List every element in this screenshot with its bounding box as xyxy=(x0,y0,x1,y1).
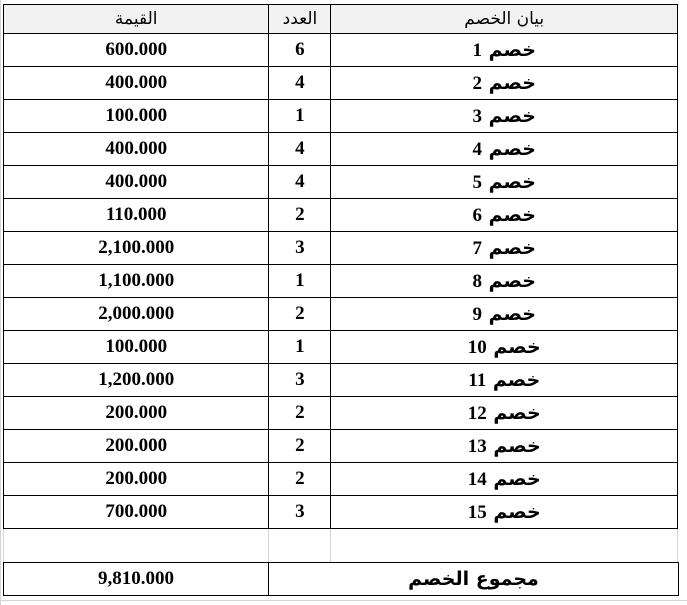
description-cell[interactable] xyxy=(331,100,678,133)
description-cell[interactable] xyxy=(331,364,678,397)
value-cell[interactable]: 200.000 xyxy=(4,463,269,496)
description-number: 5 xyxy=(472,171,482,193)
grid-line xyxy=(268,529,269,562)
grid-line xyxy=(0,600,687,601)
description-number: 14 xyxy=(467,468,487,490)
description-number: 3 xyxy=(472,105,482,127)
description-cell[interactable] xyxy=(331,463,678,496)
value-cell[interactable]: 400.000 xyxy=(4,166,269,199)
description-cell[interactable] xyxy=(331,34,678,67)
description-cell[interactable] xyxy=(331,397,678,430)
description-number: 4 xyxy=(472,138,482,160)
count-cell[interactable]: 2 xyxy=(269,199,331,232)
description-number: 9 xyxy=(472,303,482,325)
count-cell[interactable]: 3 xyxy=(269,232,331,265)
description-cell[interactable] xyxy=(331,265,678,298)
description-cell[interactable] xyxy=(331,166,678,199)
count-cell[interactable]: 3 xyxy=(269,496,331,529)
value-cell[interactable]: 100.000 xyxy=(4,100,269,133)
description-label: خصم xyxy=(488,38,536,61)
description-label: خصم xyxy=(488,203,536,226)
description-label: خصم xyxy=(493,500,541,523)
total-row xyxy=(4,563,679,596)
header-row xyxy=(4,5,678,34)
description-label: خصم xyxy=(493,434,541,457)
table-row xyxy=(4,397,678,430)
description-number: 6 xyxy=(472,204,482,226)
value-cell[interactable]: 200.000 xyxy=(4,397,269,430)
table-row xyxy=(4,34,678,67)
count-cell[interactable]: 1 xyxy=(269,265,331,298)
value-cell[interactable]: 700.000 xyxy=(4,496,269,529)
description-number: 12 xyxy=(467,402,487,424)
discount-table xyxy=(3,4,678,529)
description-number: 1 xyxy=(472,39,482,61)
table-row xyxy=(4,166,678,199)
description-cell[interactable] xyxy=(331,199,678,232)
value-cell[interactable]: 100.000 xyxy=(4,331,269,364)
description-cell[interactable] xyxy=(331,430,678,463)
count-cell[interactable]: 3 xyxy=(269,364,331,397)
description-label: خصم xyxy=(488,104,536,127)
grid-line xyxy=(330,529,331,562)
description-label: خصم xyxy=(493,467,541,490)
count-cell[interactable]: 6 xyxy=(269,34,331,67)
value-cell[interactable]: 200.000 xyxy=(4,430,269,463)
header-description[interactable]: بيان الخصم xyxy=(331,5,678,34)
description-label: خصم xyxy=(492,368,541,391)
table-row xyxy=(4,67,678,100)
value-cell[interactable]: 110.000 xyxy=(4,199,269,232)
count-cell[interactable]: 4 xyxy=(269,166,331,199)
description-number: 11 xyxy=(468,369,487,391)
description-label: خصم xyxy=(488,236,536,259)
table-row xyxy=(4,430,678,463)
value-cell[interactable]: 400.000 xyxy=(4,67,269,100)
count-cell[interactable]: 4 xyxy=(269,67,331,100)
table-row xyxy=(4,331,678,364)
description-number: 8 xyxy=(472,270,482,292)
total-label[interactable]: مجموع الخصم xyxy=(269,563,679,596)
description-cell[interactable] xyxy=(331,133,678,166)
table-row xyxy=(4,265,678,298)
description-label: خصم xyxy=(493,401,541,424)
count-cell[interactable]: 4 xyxy=(269,133,331,166)
total-table xyxy=(3,562,679,596)
table-row xyxy=(4,496,678,529)
count-cell[interactable]: 1 xyxy=(269,331,331,364)
value-cell[interactable]: 1,100.000 xyxy=(4,265,269,298)
description-cell[interactable] xyxy=(331,232,678,265)
table-row xyxy=(4,232,678,265)
grid-line xyxy=(0,0,1,605)
value-cell[interactable]: 2,100.000 xyxy=(4,232,269,265)
count-cell[interactable]: 2 xyxy=(269,463,331,496)
count-cell[interactable]: 1 xyxy=(269,100,331,133)
count-cell[interactable]: 2 xyxy=(269,298,331,331)
table-row xyxy=(4,100,678,133)
description-cell[interactable] xyxy=(331,67,678,100)
table-row xyxy=(4,199,678,232)
table-row xyxy=(4,364,678,397)
header-value[interactable]: القيمة xyxy=(4,5,269,34)
description-label: خصم xyxy=(488,71,536,94)
description-number: 2 xyxy=(472,72,482,94)
header-count[interactable]: العدد xyxy=(269,5,331,34)
table-row xyxy=(4,133,678,166)
description-cell[interactable] xyxy=(331,298,678,331)
value-cell[interactable]: 2,000.000 xyxy=(4,298,269,331)
description-number: 13 xyxy=(467,435,487,457)
description-number: 7 xyxy=(472,237,482,259)
description-cell[interactable] xyxy=(331,331,678,364)
value-cell[interactable]: 600.000 xyxy=(4,34,269,67)
value-cell[interactable]: 400.000 xyxy=(4,133,269,166)
description-number: 15 xyxy=(467,501,487,523)
count-cell[interactable]: 2 xyxy=(269,397,331,430)
value-cell[interactable]: 1,200.000 xyxy=(4,364,269,397)
description-cell[interactable] xyxy=(331,496,678,529)
table-row xyxy=(4,463,678,496)
grid-line xyxy=(3,529,4,562)
table-row xyxy=(4,298,678,331)
total-value[interactable]: 9,810.000 xyxy=(4,563,269,596)
grid-line xyxy=(677,529,678,562)
description-number: 10 xyxy=(467,336,487,358)
description-label: خصم xyxy=(488,302,536,325)
description-label: خصم xyxy=(493,335,541,358)
count-cell[interactable]: 2 xyxy=(269,430,331,463)
description-label: خصم xyxy=(488,269,536,292)
description-label: خصم xyxy=(488,170,536,193)
description-label: خصم xyxy=(488,137,536,160)
